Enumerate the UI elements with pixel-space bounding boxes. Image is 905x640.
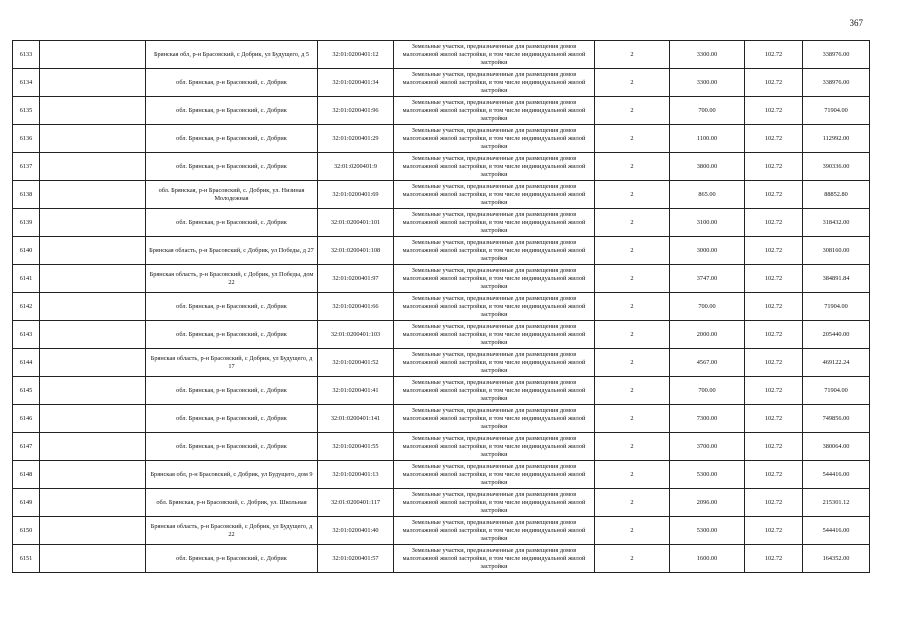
land-use-cell: Земельные участки, предназначенные для размещения домов малоэтажной жилой застройки, в том числе индивидуальной жилой застройки bbox=[394, 69, 595, 97]
area-cell: 3000.00 bbox=[670, 237, 745, 265]
cadastral-number-cell: 32:01:0200401:66 bbox=[318, 293, 394, 321]
specific-value-cell: 102.72 bbox=[745, 153, 803, 181]
empty-cell bbox=[40, 377, 146, 405]
empty-cell bbox=[40, 265, 146, 293]
specific-value-cell: 102.72 bbox=[745, 265, 803, 293]
address-cell: Брянская область, р-н Брасовский, с Добрик, ул Будущего, д 17 bbox=[146, 349, 318, 377]
address-cell: обл. Брянская, р-н Брасовский, с. Добрик bbox=[146, 97, 318, 125]
address-cell: обл. Брянская, р-н Брасовский, с. Добрик bbox=[146, 125, 318, 153]
group-cell: 2 bbox=[595, 433, 670, 461]
area-cell: 5300.00 bbox=[670, 461, 745, 489]
group-cell: 2 bbox=[595, 489, 670, 517]
group-cell: 2 bbox=[595, 517, 670, 545]
cadastral-number-cell: 32:01:0200401:69 bbox=[318, 181, 394, 209]
address-cell: обл. Брянская, р-н Брасовский, с. Добрик, ул. Низиная Молодежная bbox=[146, 181, 318, 209]
table-row bbox=[13, 153, 870, 181]
empty-cell bbox=[40, 69, 146, 97]
address-cell: обл. Брянская, р-н Брасовский, с. Добрик bbox=[146, 433, 318, 461]
address-cell: обл. Брянская, р-н Брасовский, с. Добрик bbox=[146, 209, 318, 237]
cadastral-value-cell: 338976.00 bbox=[803, 69, 870, 97]
group-cell: 2 bbox=[595, 209, 670, 237]
cadastral-number-cell: 32:01:0200401:52 bbox=[318, 349, 394, 377]
table-row bbox=[13, 433, 870, 461]
land-use-cell: Земельные участки, предназначенные для размещения домов малоэтажной жилой застройки, в том числе индивидуальной жилой застройки bbox=[394, 489, 595, 517]
table-row bbox=[13, 545, 870, 573]
table-row bbox=[13, 349, 870, 377]
cadastral-value-cell: 544416.00 bbox=[803, 461, 870, 489]
cadastral-number-cell: 32:01:0200401:117 bbox=[318, 489, 394, 517]
area-cell: 3300.00 bbox=[670, 69, 745, 97]
row-number-cell: 6146 bbox=[13, 405, 40, 433]
table-row bbox=[13, 377, 870, 405]
group-cell: 2 bbox=[595, 405, 670, 433]
group-cell: 2 bbox=[595, 377, 670, 405]
cadastral-value-cell: 112992.00 bbox=[803, 125, 870, 153]
cadastral-value-cell: 469122.24 bbox=[803, 349, 870, 377]
cadastral-number-cell: 32:01:0200401:108 bbox=[318, 237, 394, 265]
cadastral-value-cell: 308160.00 bbox=[803, 237, 870, 265]
area-cell: 3800.00 bbox=[670, 153, 745, 181]
cadastral-value-cell: 544416.00 bbox=[803, 517, 870, 545]
table-row bbox=[13, 293, 870, 321]
empty-cell bbox=[40, 433, 146, 461]
row-number-cell: 6135 bbox=[13, 97, 40, 125]
cadastral-number-cell: 32:01:0200401:12 bbox=[318, 41, 394, 69]
specific-value-cell: 102.72 bbox=[745, 377, 803, 405]
row-number-cell: 6151 bbox=[13, 545, 40, 573]
area-cell: 4567.00 bbox=[670, 349, 745, 377]
specific-value-cell: 102.72 bbox=[745, 461, 803, 489]
table-row bbox=[13, 181, 870, 209]
specific-value-cell: 102.72 bbox=[745, 69, 803, 97]
cadastral-value-cell: 338976.00 bbox=[803, 41, 870, 69]
address-cell: обл. Брянская, р-н Брасовский, с. Добрик bbox=[146, 293, 318, 321]
row-number-cell: 6139 bbox=[13, 209, 40, 237]
group-cell: 2 bbox=[595, 125, 670, 153]
table-row bbox=[13, 265, 870, 293]
row-number-cell: 6138 bbox=[13, 181, 40, 209]
table-row bbox=[13, 97, 870, 125]
cadastral-value-cell: 205440.00 bbox=[803, 321, 870, 349]
land-use-cell: Земельные участки, предназначенные для размещения домов малоэтажной жилой застройки, в том числе индивидуальной жилой застройки bbox=[394, 41, 595, 69]
group-cell: 2 bbox=[595, 321, 670, 349]
empty-cell bbox=[40, 153, 146, 181]
cadastral-value-cell: 71904.00 bbox=[803, 97, 870, 125]
empty-cell bbox=[40, 489, 146, 517]
address-cell: Брянская обл, р-н Брасовский, с Добрик, ул Будущего, дом 9 bbox=[146, 461, 318, 489]
row-number-cell: 6150 bbox=[13, 517, 40, 545]
row-number-cell: 6148 bbox=[13, 461, 40, 489]
cadastral-value-cell: 215301.12 bbox=[803, 489, 870, 517]
land-use-cell: Земельные участки, предназначенные для размещения домов малоэтажной жилой застройки, в том числе индивидуальной жилой застройки bbox=[394, 97, 595, 125]
empty-cell bbox=[40, 293, 146, 321]
empty-cell bbox=[40, 545, 146, 573]
table-row bbox=[13, 405, 870, 433]
address-cell: обл. Брянская, р-н Брасовский, с. Добрик bbox=[146, 545, 318, 573]
group-cell: 2 bbox=[595, 461, 670, 489]
cadastral-value-cell: 749856.00 bbox=[803, 405, 870, 433]
land-use-cell: Земельные участки, предназначенные для размещения домов малоэтажной жилой застройки, в том числе индивидуальной жилой застройки bbox=[394, 545, 595, 573]
group-cell: 2 bbox=[595, 265, 670, 293]
table-row bbox=[13, 41, 870, 69]
land-use-cell: Земельные участки, предназначенные для размещения домов малоэтажной жилой застройки, в том числе индивидуальной жилой застройки bbox=[394, 237, 595, 265]
table-row bbox=[13, 517, 870, 545]
table-row bbox=[13, 69, 870, 97]
area-cell: 700.00 bbox=[670, 377, 745, 405]
area-cell: 2096.00 bbox=[670, 489, 745, 517]
address-cell: обл. Брянская, р-н Брасовский, с. Добрик bbox=[146, 405, 318, 433]
row-number-cell: 6142 bbox=[13, 293, 40, 321]
table-row bbox=[13, 125, 870, 153]
table-row bbox=[13, 461, 870, 489]
land-use-cell: Земельные участки, предназначенные для размещения домов малоэтажной жилой застройки, в том числе индивидуальной жилой застройки bbox=[394, 349, 595, 377]
cadastral-number-cell: 32:01:0200401:103 bbox=[318, 321, 394, 349]
land-use-cell: Земельные участки, предназначенные для размещения домов малоэтажной жилой застройки, в том числе индивидуальной жилой застройки bbox=[394, 293, 595, 321]
specific-value-cell: 102.72 bbox=[745, 293, 803, 321]
cadastral-number-cell: 32:01:0200401:40 bbox=[318, 517, 394, 545]
group-cell: 2 bbox=[595, 349, 670, 377]
land-use-cell: Земельные участки, предназначенные для размещения домов малоэтажной жилой застройки, в том числе индивидуальной жилой застройки bbox=[394, 377, 595, 405]
row-number-cell: 6141 bbox=[13, 265, 40, 293]
specific-value-cell: 102.72 bbox=[745, 405, 803, 433]
cadastral-number-cell: 32:01:0200401:55 bbox=[318, 433, 394, 461]
specific-value-cell: 102.72 bbox=[745, 321, 803, 349]
row-number-cell: 6134 bbox=[13, 69, 40, 97]
cadastral-number-cell: 32:01:0200401:34 bbox=[318, 69, 394, 97]
empty-cell bbox=[40, 237, 146, 265]
page-number: 367 bbox=[849, 18, 863, 28]
empty-cell bbox=[40, 517, 146, 545]
row-number-cell: 6140 bbox=[13, 237, 40, 265]
cadastral-value-cell: 164352.00 bbox=[803, 545, 870, 573]
group-cell: 2 bbox=[595, 153, 670, 181]
area-cell: 7300.00 bbox=[670, 405, 745, 433]
cadastral-number-cell: 32:01:0200401:57 bbox=[318, 545, 394, 573]
group-cell: 2 bbox=[595, 69, 670, 97]
cadastral-number-cell: 32:01:0200401:97 bbox=[318, 265, 394, 293]
specific-value-cell: 102.72 bbox=[745, 433, 803, 461]
group-cell: 2 bbox=[595, 545, 670, 573]
cadastral-value-cell: 71904.00 bbox=[803, 377, 870, 405]
specific-value-cell: 102.72 bbox=[745, 237, 803, 265]
row-number-cell: 6143 bbox=[13, 321, 40, 349]
land-use-cell: Земельные участки, предназначенные для размещения домов малоэтажной жилой застройки, в том числе индивидуальной жилой застройки bbox=[394, 265, 595, 293]
specific-value-cell: 102.72 bbox=[745, 97, 803, 125]
land-use-cell: Земельные участки, предназначенные для размещения домов малоэтажной жилой застройки, в том числе индивидуальной жилой застройки bbox=[394, 209, 595, 237]
land-use-cell: Земельные участки, предназначенные для размещения домов малоэтажной жилой застройки, в том числе индивидуальной жилой застройки bbox=[394, 517, 595, 545]
area-cell: 3747.00 bbox=[670, 265, 745, 293]
empty-cell bbox=[40, 181, 146, 209]
empty-cell bbox=[40, 461, 146, 489]
land-use-cell: Земельные участки, предназначенные для размещения домов малоэтажной жилой застройки, в том числе индивидуальной жилой застройки bbox=[394, 461, 595, 489]
specific-value-cell: 102.72 bbox=[745, 489, 803, 517]
land-use-cell: Земельные участки, предназначенные для размещения домов малоэтажной жилой застройки, в том числе индивидуальной жилой застройки bbox=[394, 125, 595, 153]
cadastral-number-cell: 32:01:0200401:9 bbox=[318, 153, 394, 181]
cadastral-number-cell: 32:01:0200401:13 bbox=[318, 461, 394, 489]
row-number-cell: 6133 bbox=[13, 41, 40, 69]
specific-value-cell: 102.72 bbox=[745, 517, 803, 545]
empty-cell bbox=[40, 349, 146, 377]
area-cell: 3100.00 bbox=[670, 209, 745, 237]
area-cell: 5300.00 bbox=[670, 517, 745, 545]
row-number-cell: 6136 bbox=[13, 125, 40, 153]
cadastral-value-cell: 390336.00 bbox=[803, 153, 870, 181]
specific-value-cell: 102.72 bbox=[745, 545, 803, 573]
group-cell: 2 bbox=[595, 237, 670, 265]
row-number-cell: 6145 bbox=[13, 377, 40, 405]
land-use-cell: Земельные участки, предназначенные для размещения домов малоэтажной жилой застройки, в том числе индивидуальной жилой застройки bbox=[394, 433, 595, 461]
group-cell: 2 bbox=[595, 293, 670, 321]
cadastral-value-cell: 318432.00 bbox=[803, 209, 870, 237]
address-cell: Брянская область, р-н Брасовский, с Добрик, ул Будущего, д 22 bbox=[146, 517, 318, 545]
table-row bbox=[13, 209, 870, 237]
specific-value-cell: 102.72 bbox=[745, 181, 803, 209]
row-number-cell: 6147 bbox=[13, 433, 40, 461]
area-cell: 700.00 bbox=[670, 293, 745, 321]
cadastral-number-cell: 32:01:0200401:101 bbox=[318, 209, 394, 237]
empty-cell bbox=[40, 41, 146, 69]
area-cell: 3700.00 bbox=[670, 433, 745, 461]
area-cell: 1600.00 bbox=[670, 545, 745, 573]
area-cell: 865.00 bbox=[670, 181, 745, 209]
cadastral-number-cell: 32:01:0200401:141 bbox=[318, 405, 394, 433]
table-row bbox=[13, 237, 870, 265]
empty-cell bbox=[40, 405, 146, 433]
address-cell: Брянская обл, р-н Брасовский, с Добрик, ул Будущего, д 5 bbox=[146, 41, 318, 69]
address-cell: обл. Брянская, р-н Брасовский, с. Добрик bbox=[146, 321, 318, 349]
cadastral-number-cell: 32:01:0200401:29 bbox=[318, 125, 394, 153]
land-use-cell: Земельные участки, предназначенные для размещения домов малоэтажной жилой застройки, в том числе индивидуальной жилой застройки bbox=[394, 153, 595, 181]
cadastral-value-cell: 88852.80 bbox=[803, 181, 870, 209]
cadastral-value-table bbox=[12, 40, 870, 573]
cadastral-number-cell: 32:01:0200401:41 bbox=[318, 377, 394, 405]
row-number-cell: 6149 bbox=[13, 489, 40, 517]
empty-cell bbox=[40, 321, 146, 349]
area-cell: 3300.00 bbox=[670, 41, 745, 69]
cadastral-number-cell: 32:01:0200401:96 bbox=[318, 97, 394, 125]
group-cell: 2 bbox=[595, 97, 670, 125]
row-number-cell: 6144 bbox=[13, 349, 40, 377]
address-cell: Брянская область, р-н Брасовский, с Добрик, ул Победы, дом 22 bbox=[146, 265, 318, 293]
land-use-cell: Земельные участки, предназначенные для размещения домов малоэтажной жилой застройки, в том числе индивидуальной жилой застройки bbox=[394, 405, 595, 433]
specific-value-cell: 102.72 bbox=[745, 125, 803, 153]
specific-value-cell: 102.72 bbox=[745, 41, 803, 69]
address-cell: обл. Брянская, р-н Брасовский, с. Добрик bbox=[146, 69, 318, 97]
area-cell: 1100.00 bbox=[670, 125, 745, 153]
area-cell: 700.00 bbox=[670, 97, 745, 125]
area-cell: 2000.00 bbox=[670, 321, 745, 349]
row-number-cell: 6137 bbox=[13, 153, 40, 181]
empty-cell bbox=[40, 209, 146, 237]
empty-cell bbox=[40, 125, 146, 153]
group-cell: 2 bbox=[595, 181, 670, 209]
specific-value-cell: 102.72 bbox=[745, 349, 803, 377]
group-cell: 2 bbox=[595, 41, 670, 69]
cadastral-value-cell: 384891.84 bbox=[803, 265, 870, 293]
address-cell: обл. Брянская, р-н Брасовский, с. Добрик bbox=[146, 377, 318, 405]
address-cell: Брянская область, р-н Брасовский, с Добрик, ул Победы, д 27 bbox=[146, 237, 318, 265]
address-cell: обл. Брянская, р-н Брасовский, с. Добрик bbox=[146, 153, 318, 181]
land-use-cell: Земельные участки, предназначенные для размещения домов малоэтажной жилой застройки, в том числе индивидуальной жилой застройки bbox=[394, 181, 595, 209]
cadastral-value-cell: 71904.00 bbox=[803, 293, 870, 321]
table-row bbox=[13, 321, 870, 349]
address-cell: обл. Брянская, р-н Брасовский, с. Добрик, ул. Школьная bbox=[146, 489, 318, 517]
cadastral-value-cell: 380064.00 bbox=[803, 433, 870, 461]
table-body bbox=[13, 41, 870, 573]
empty-cell bbox=[40, 97, 146, 125]
specific-value-cell: 102.72 bbox=[745, 209, 803, 237]
land-use-cell: Земельные участки, предназначенные для размещения домов малоэтажной жилой застройки, в том числе индивидуальной жилой застройки bbox=[394, 321, 595, 349]
table-row bbox=[13, 489, 870, 517]
